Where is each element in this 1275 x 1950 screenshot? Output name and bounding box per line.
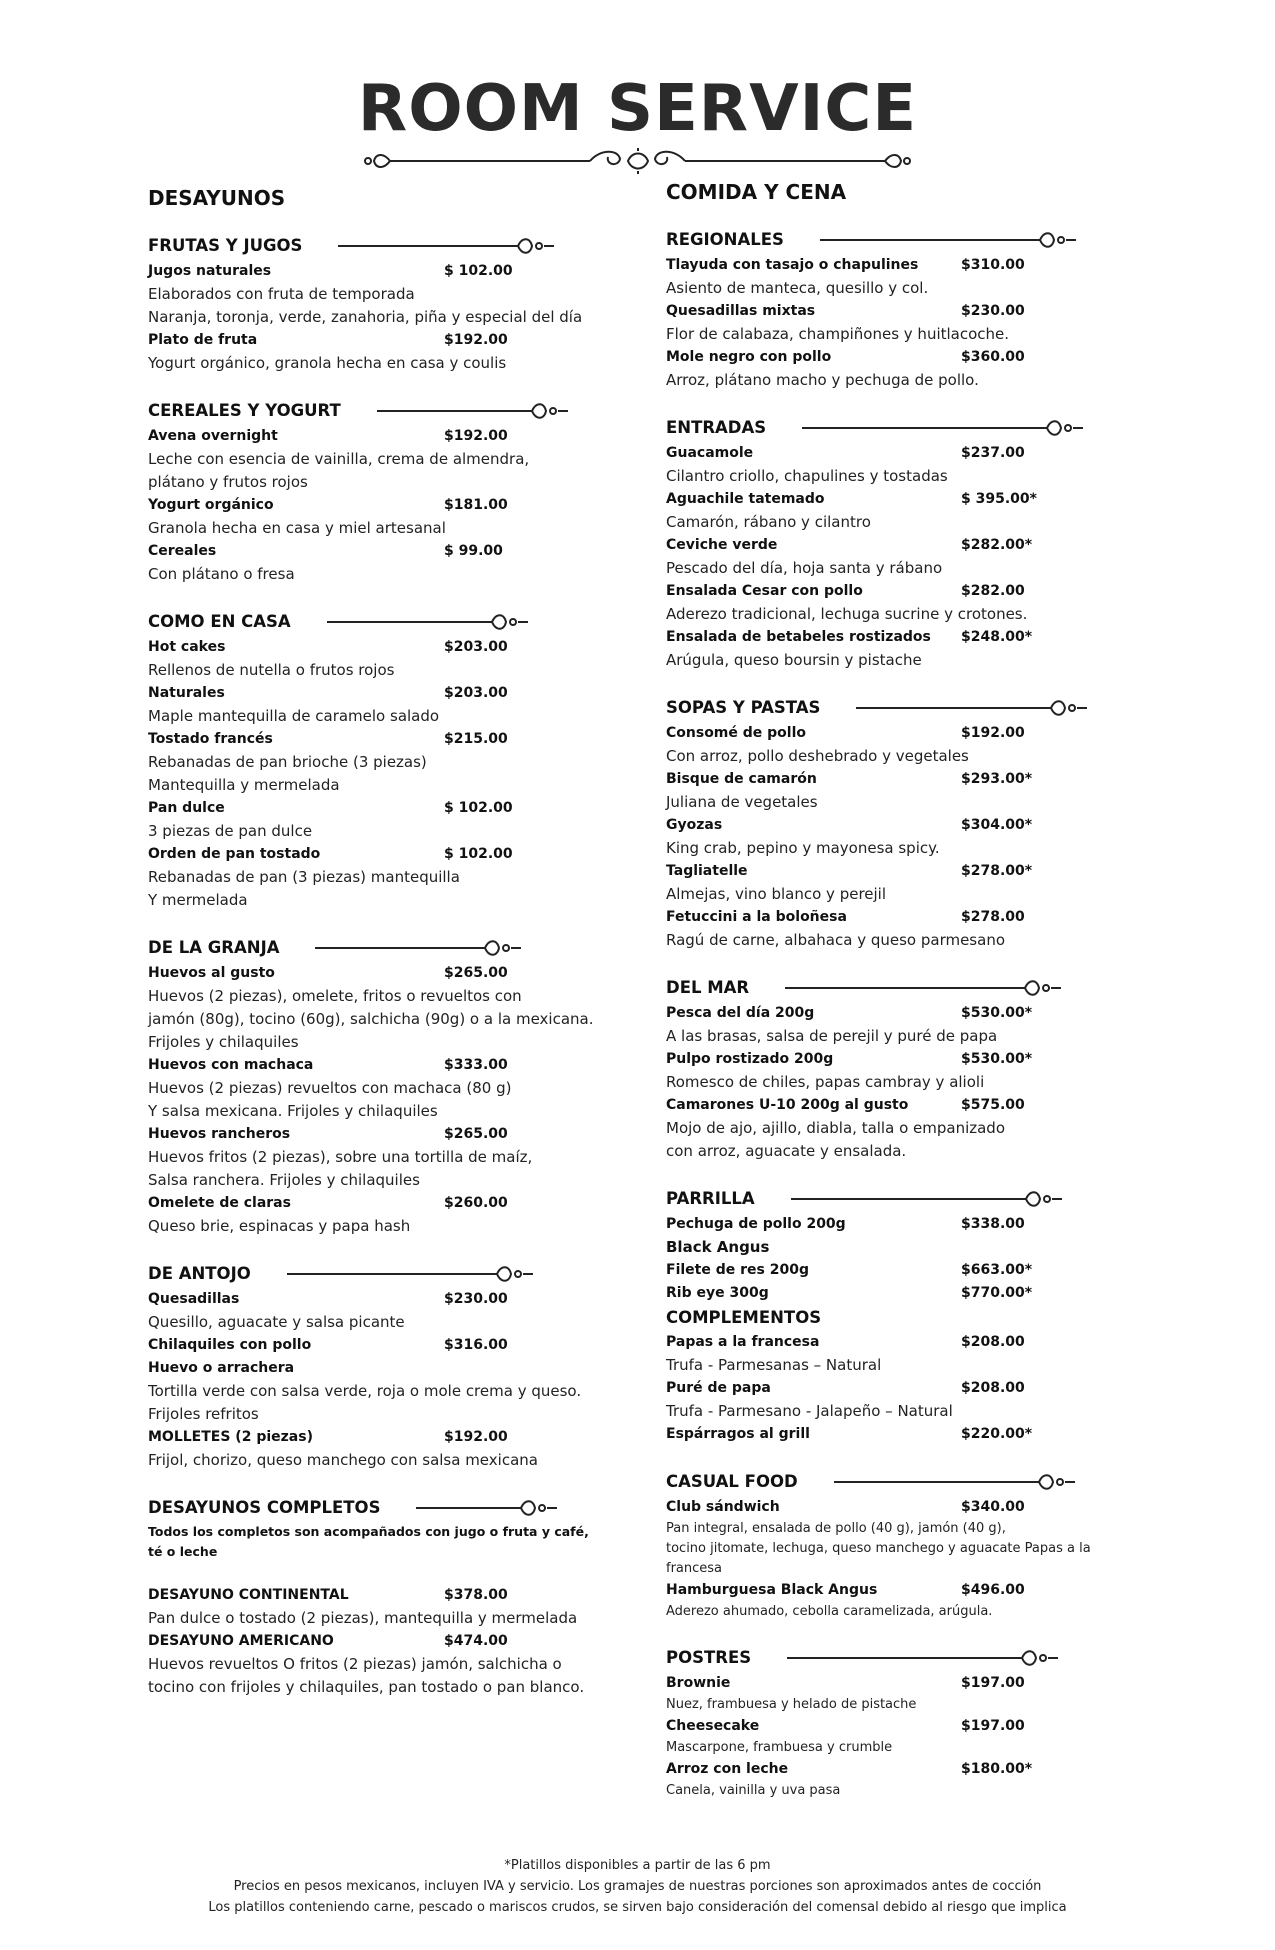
section-note: Todos los completos son acompañados con jugo o fruta y café, [148, 1524, 589, 1539]
section-antojo [148, 1260, 618, 1472]
item-price: $230.00 [444, 1291, 508, 1307]
menu-item [148, 1054, 618, 1077]
item-price: $293.00* [961, 771, 1033, 787]
item-price: $310.00 [961, 257, 1025, 273]
item-price: $220.00* [961, 1426, 1033, 1442]
item-description: tocino jitomate, lechuga, queso manchego y aguacate Papas a la [666, 1541, 1091, 1556]
item-name: Pesca del día 200g [666, 1005, 815, 1021]
item-price: $197.00 [961, 1718, 1025, 1734]
section-completos [148, 1494, 618, 1699]
menu-item [148, 797, 618, 820]
item-price: $ 102.00 [444, 800, 513, 816]
breakfast-column [148, 180, 618, 1699]
item-price: $378.00 [444, 1587, 508, 1603]
item-description: Huevos (2 piezas) revueltos con machaca (80 g) [148, 1079, 512, 1097]
item-description: Elaborados con fruta de temporada [148, 285, 415, 303]
menu-item [148, 1630, 618, 1653]
menu-item [148, 843, 618, 866]
item-price: $278.00 [961, 909, 1025, 925]
title-ornament [350, 148, 925, 174]
item-price: $260.00 [444, 1195, 508, 1211]
section-header [666, 1185, 1166, 1213]
section-title: REGIONALES [666, 230, 784, 249]
item-description: Quesillo, aguacate y salsa picante [148, 1313, 405, 1331]
menu-item [666, 1758, 1166, 1781]
menu-item [666, 626, 1166, 649]
menu-item [666, 1496, 1166, 1519]
item-description: Pan dulce o tostado (2 piezas), mantequilla y mermelada [148, 1609, 578, 1627]
item-name: Club sándwich [666, 1499, 780, 1515]
item-price: $530.00* [961, 1051, 1033, 1067]
menu-item [666, 814, 1166, 837]
item-description: Aderezo ahumado, cebolla caramelizada, arúgula. [666, 1604, 993, 1619]
item-price: $278.00* [961, 863, 1033, 879]
item-description: Con arroz, pollo deshebrado y vegetales [666, 747, 969, 765]
section-divider-ornament [787, 1648, 1062, 1668]
item-price: $360.00 [961, 349, 1025, 365]
item-price: $248.00* [961, 629, 1033, 645]
menu-item [666, 1377, 1166, 1400]
menu-item [148, 1192, 618, 1215]
spacer [148, 1562, 618, 1584]
item-price: $530.00* [961, 1005, 1033, 1021]
menu-item [148, 1123, 618, 1146]
menu-item [666, 254, 1166, 277]
item-price: $340.00 [961, 1499, 1025, 1515]
item-description: Frijoles refritos [148, 1405, 259, 1423]
item-name: Guacamole [666, 445, 754, 461]
menu-item [148, 1584, 618, 1607]
item-name: Naturales [148, 685, 225, 701]
menu-item [666, 488, 1166, 511]
item-description: Tortilla verde con salsa verde, roja o mole crema y queso. [148, 1382, 582, 1400]
section-mar [666, 974, 1166, 1163]
item-description: Y mermelada [148, 891, 248, 909]
item-description: plátano y frutos rojos [148, 473, 308, 491]
item-description: Trufa - Parmesanas – Natural [666, 1356, 882, 1374]
item-description: Rebanadas de pan (3 piezas) mantequilla [148, 868, 460, 886]
section-casa [148, 608, 618, 912]
item-description: Con plátano o fresa [148, 565, 295, 583]
item-price: $ 395.00* [961, 491, 1037, 507]
section-header [666, 1468, 1166, 1496]
section-divider-ornament [791, 1189, 1066, 1209]
item-description: Leche con esencia de vainilla, crema de almendra, [148, 450, 530, 468]
section-title: COMO EN CASA [148, 612, 291, 631]
section-divider-ornament [802, 418, 1087, 438]
section-divider-ornament [856, 698, 1091, 718]
item-name: Pechuga de pollo 200g [666, 1216, 846, 1232]
menu-item [666, 1048, 1166, 1071]
item-name: Cheesecake [666, 1718, 760, 1734]
menu-item [148, 728, 618, 751]
item-description: Rebanadas de pan brioche (3 piezas) [148, 753, 427, 771]
section-header [148, 608, 618, 636]
item-name: Gyozas [666, 817, 723, 833]
footer-line-2: Precios en pesos mexicanos, incluyen IVA y servicio. Los gramajes de nuestras porciones son aproximados antes de cocción [233, 1879, 1042, 1894]
section-note: té o leche [148, 1544, 218, 1559]
section-cereales [148, 397, 618, 586]
item-price: $203.00 [444, 639, 508, 655]
item-price: $304.00* [961, 817, 1033, 833]
item-price: $282.00 [961, 583, 1025, 599]
item-name: Consomé de pollo [666, 725, 807, 741]
section-casual [666, 1468, 1166, 1622]
item-name: Quesadillas [148, 1291, 240, 1307]
item-description: Huevos revueltos O fritos (2 piezas) jamón, salchicha o [148, 1655, 562, 1673]
section-divider-ornament [338, 236, 558, 256]
menu-item [148, 260, 618, 283]
section-header [148, 397, 618, 425]
section-title: DE LA GRANJA [148, 938, 280, 957]
item-price: $575.00 [961, 1097, 1025, 1113]
item-name: Ensalada de betabeles rostizados [666, 629, 931, 645]
item-name: Hamburguesa Black Angus [666, 1582, 878, 1598]
section-regionales [666, 226, 1166, 392]
item-price: $ 102.00 [444, 263, 513, 279]
menu-item [666, 300, 1166, 323]
item-name: Filete de res 200g [666, 1262, 809, 1278]
item-name: Plato de fruta [148, 332, 258, 348]
item-name: Puré de papa [666, 1380, 771, 1396]
item-price: $208.00 [961, 1334, 1025, 1350]
menu-item [148, 636, 618, 659]
item-price: $230.00 [961, 303, 1025, 319]
section-divider-ornament [315, 938, 525, 958]
item-name: Jugos naturales [148, 263, 272, 279]
section-header [666, 694, 1166, 722]
item-name: Tlayuda con tasajo o chapulines [666, 257, 919, 273]
item-name: Yogurt orgánico [148, 497, 274, 513]
section-granja [148, 934, 618, 1238]
item-name: Ceviche verde [666, 537, 778, 553]
item-description: Nuez, frambuesa y helado de pistache [666, 1697, 917, 1712]
menu-item [666, 1002, 1166, 1025]
item-description: Frijoles y chilaquiles [148, 1033, 299, 1051]
menu-item [666, 1282, 1166, 1305]
item-price: $265.00 [444, 1126, 508, 1142]
section-sopas [666, 694, 1166, 952]
item-name: Mole negro con pollo [666, 349, 832, 365]
item-name: Rib eye 300g [666, 1285, 769, 1301]
item-name: Camarones U-10 200g al gusto [666, 1097, 909, 1113]
item-description: con arroz, aguacate y ensalada. [666, 1142, 907, 1160]
item-description: Juliana de vegetales [666, 793, 818, 811]
item-name: DESAYUNO CONTINENTAL [148, 1587, 349, 1603]
item-description: francesa [666, 1561, 723, 1576]
subsection-title: Black Angus [666, 1238, 770, 1256]
item-price: $333.00 [444, 1057, 508, 1073]
section-divider-ornament [820, 230, 1080, 250]
section-title: DEL MAR [666, 978, 750, 997]
item-price: $496.00 [961, 1582, 1025, 1598]
menu-item [666, 1423, 1166, 1446]
item-description: Huevos (2 piezas), omelete, fritos o revueltos con [148, 987, 522, 1005]
item-description: Maple mantequilla de caramelo salado [148, 707, 440, 725]
menu-item [148, 1426, 618, 1449]
item-description: Trufa - Parmesano - Jalapeño – Natural [666, 1402, 953, 1420]
menu-item [148, 682, 618, 705]
menu-item [666, 768, 1166, 791]
section-title: ENTRADAS [666, 418, 767, 437]
section-title: PARRILLA [666, 1189, 755, 1208]
item-name: Espárragos al grill [666, 1426, 810, 1442]
item-description: tocino con frijoles y chilaquiles, pan tostado o pan blanco. [148, 1678, 585, 1696]
item-price: $338.00 [961, 1216, 1025, 1232]
section-header [148, 934, 618, 962]
menu-item [666, 580, 1166, 603]
section-divider-ornament [785, 978, 1065, 998]
section-header [666, 1644, 1166, 1672]
item-description: Granola hecha en casa y miel artesanal [148, 519, 446, 537]
item-description: Mascarpone, frambuesa y crumble [666, 1740, 893, 1755]
item-description: King crab, pepino y mayonesa spicy. [666, 839, 940, 857]
section-header [148, 1494, 618, 1522]
item-name: Quesadillas mixtas [666, 303, 816, 319]
section-header [666, 226, 1166, 254]
menu-item [666, 442, 1166, 465]
item-description: Naranja, toronja, verde, zanahoria, piña y especial del día [148, 308, 583, 326]
item-description: Cilantro criollo, chapulines y tostadas [666, 467, 948, 485]
item-description: Rellenos de nutella o frutos rojos [148, 661, 395, 679]
item-description: Huevos fritos (2 piezas), sobre una tortilla de maíz, [148, 1148, 533, 1166]
item-description: Almejas, vino blanco y perejil [666, 885, 887, 903]
item-price: $192.00 [444, 1429, 508, 1445]
section-title: FRUTAS Y JUGOS [148, 236, 303, 255]
item-price: $265.00 [444, 965, 508, 981]
item-name: Arroz con leche [666, 1761, 789, 1777]
menu-item [666, 1213, 1166, 1236]
section-header [148, 232, 618, 260]
item-name: Papas a la francesa [666, 1334, 820, 1350]
item-description: Y salsa mexicana. Frijoles y chilaquiles [148, 1102, 438, 1120]
item-name: Chilaquiles con pollo [148, 1337, 312, 1353]
section-header [666, 414, 1166, 442]
item-name: DESAYUNO AMERICANO [148, 1633, 334, 1649]
item-name: MOLLETES (2 piezas) [148, 1429, 313, 1445]
item-name: Tagliatelle [666, 863, 748, 879]
menu-item [666, 1715, 1166, 1738]
item-name: Pan dulce [148, 800, 225, 816]
item-description: Yogurt orgánico, granola hecha en casa y coulis [148, 354, 507, 372]
item-name: Huevos con machaca [148, 1057, 314, 1073]
item-price: $192.00 [444, 428, 508, 444]
section-divider-ornament [377, 401, 572, 421]
item-price: $663.00* [961, 1262, 1033, 1278]
item-description: Queso brie, espinacas y papa hash [148, 1217, 411, 1235]
item-price: $192.00 [444, 332, 508, 348]
section-title: DE ANTOJO [148, 1264, 251, 1283]
item-description: Romesco de chiles, papas cambray y alioli [666, 1073, 985, 1091]
menu-item [666, 534, 1166, 557]
lunch-dinner-column [666, 174, 1166, 1801]
item-price: $197.00 [961, 1675, 1025, 1691]
item-name: Omelete de claras [148, 1195, 291, 1211]
item-price: $208.00 [961, 1380, 1025, 1396]
item-description: 3 piezas de pan dulce [148, 822, 313, 840]
menu-item [666, 1672, 1166, 1695]
menu-item [148, 1288, 618, 1311]
lunch-dinner-heading: COMIDA Y CENA [666, 180, 847, 204]
item-name: Aguachile tatemado [666, 491, 825, 507]
menu-item [666, 906, 1166, 929]
item-name: Pulpo rostizado 200g [666, 1051, 834, 1067]
item-name: Cereales [148, 543, 217, 559]
section-title: CEREALES Y YOGURT [148, 401, 341, 420]
section-divider-ornament [287, 1264, 537, 1284]
item-description: Salsa ranchera. Frijoles y chilaquiles [148, 1171, 420, 1189]
page-title: ROOM SERVICE [357, 72, 918, 146]
item-name: Hot cakes [148, 639, 226, 655]
section-header [148, 1260, 618, 1288]
item-name: Brownie [666, 1675, 731, 1691]
section-title: SOPAS Y PASTAS [666, 698, 821, 717]
item-price: $181.00 [444, 497, 508, 513]
menu-item [666, 1094, 1166, 1117]
menu-item [148, 494, 618, 517]
item-price: $203.00 [444, 685, 508, 701]
item-description: Camarón, rábano y cilantro [666, 513, 871, 531]
menu-item [148, 425, 618, 448]
section-parrilla [666, 1185, 1166, 1446]
item-price: $ 102.00 [444, 846, 513, 862]
item-price: $192.00 [961, 725, 1025, 741]
item-price: $215.00 [444, 731, 508, 747]
item-name: Tostado francés [148, 731, 273, 747]
item-description: Pescado del día, hoja santa y rábano [666, 559, 943, 577]
item-description: Arúgula, queso boursin y pistache [666, 651, 922, 669]
section-postres [666, 1644, 1166, 1801]
item-description: A las brasas, salsa de perejil y puré de papa [666, 1027, 998, 1045]
item-description: jamón (80g), tocino (60g), salchicha (90g) o a la mexicana. [148, 1010, 594, 1028]
item-price: $180.00* [961, 1761, 1033, 1777]
item-name: Orden de pan tostado [148, 846, 321, 862]
item-name: Ensalada Cesar con pollo [666, 583, 863, 599]
footer-line-3: Los platillos conteniendo carne, pescado o mariscos crudos, se sirven bajo consideración del comensal debido al riesgo que implica [208, 1900, 1067, 1915]
section-title: DESAYUNOS COMPLETOS [148, 1498, 381, 1517]
footer-notes [0, 1855, 1275, 1918]
breakfast-heading: DESAYUNOS [148, 186, 286, 210]
item-description: Canela, vainilla y uva pasa [666, 1783, 841, 1798]
item-name: Avena overnight [148, 428, 278, 444]
menu-item [148, 1334, 618, 1357]
item-description: Frijol, chorizo, queso manchego con salsa mexicana [148, 1451, 538, 1469]
item-description: Pan integral, ensalada de pollo (40 g), jamón (40 g), [666, 1521, 1006, 1536]
item-description: Aderezo tradicional, lechuga sucrine y crotones. [666, 605, 1028, 623]
item-description: Asiento de manteca, quesillo y col. [666, 279, 929, 297]
subsection-title: COMPLEMENTOS [666, 1308, 822, 1327]
item-name: Fetuccini a la boloñesa [666, 909, 847, 925]
menu-item [148, 540, 618, 563]
item-price: $770.00* [961, 1285, 1033, 1301]
section-entradas [666, 414, 1166, 672]
item-price: $474.00 [444, 1633, 508, 1649]
item-name: Huevos rancheros [148, 1126, 291, 1142]
section-frutas [148, 232, 618, 375]
section-divider-ornament [416, 1498, 561, 1518]
item-name: Huevo o arrachera [148, 1360, 295, 1376]
menu-item [666, 1259, 1166, 1282]
section-title: CASUAL FOOD [666, 1472, 798, 1491]
menu-item [148, 329, 618, 352]
section-divider-ornament [834, 1472, 1079, 1492]
item-price: $ 99.00 [444, 543, 503, 559]
section-divider-ornament [327, 612, 532, 632]
item-name: Bisque de camarón [666, 771, 817, 787]
item-price: $237.00 [961, 445, 1025, 461]
section-title: POSTRES [666, 1648, 752, 1667]
menu-item [148, 1357, 618, 1380]
item-price: $282.00* [961, 537, 1033, 553]
item-price: $316.00 [444, 1337, 508, 1353]
menu-item [148, 962, 618, 985]
menu-item [666, 860, 1166, 883]
footer-line-1: *Platillos disponibles a partir de las 6 pm [504, 1858, 771, 1873]
menu-item [666, 1331, 1166, 1354]
item-description: Mantequilla y mermelada [148, 776, 340, 794]
menu-item [666, 1579, 1166, 1602]
menu-item [666, 346, 1166, 369]
section-header [666, 974, 1166, 1002]
item-description: Arroz, plátano macho y pechuga de pollo. [666, 371, 979, 389]
item-description: Ragú de carne, albahaca y queso parmesano [666, 931, 1006, 949]
item-name: Huevos al gusto [148, 965, 275, 981]
item-description: Flor de calabaza, champiñones y huitlacoche. [666, 325, 1010, 343]
item-description: Mojo de ajo, ajillo, diabla, talla o empanizado [666, 1119, 1006, 1137]
menu-item [666, 722, 1166, 745]
